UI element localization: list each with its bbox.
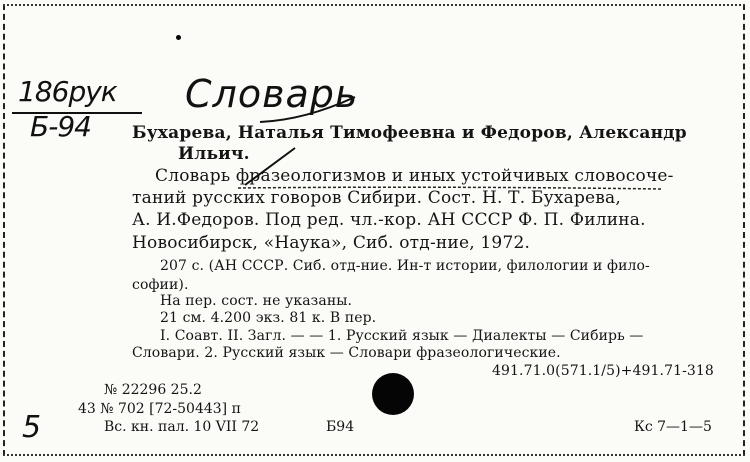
title-line-1: Словарь фразеологизмов и иных устойчивых словосоче- bbox=[155, 166, 674, 186]
title-line-3: А. И.Федоров. Под ред. чл.-кор. АН СССР Ф. П. Филина. bbox=[132, 210, 646, 230]
author-line-2: Ильич. bbox=[178, 144, 250, 164]
call-number-bottom: Б-94 bbox=[30, 110, 91, 143]
call-number-top: 186рук bbox=[18, 75, 117, 108]
record-number: № 22296 25.2 bbox=[104, 382, 202, 398]
pages-line-2: софии). bbox=[132, 277, 189, 293]
author-line: Бухарева, Наталья Тимофеевна и Федоров, Александр bbox=[132, 123, 687, 143]
card-code: Кс 7—1—5 bbox=[634, 419, 712, 435]
classification: 491.71.0(571.1/5)+491.71-318 bbox=[492, 363, 714, 379]
corner-number: 5 bbox=[22, 410, 42, 445]
subject-line-2: Словари. 2. Русский язык — Словари фразеологические. bbox=[132, 345, 561, 361]
pages-line-1: 207 с. (АН СССР. Сиб. отд-ние. Ин-т истории, филологии и фило- bbox=[160, 258, 650, 274]
ink-blot bbox=[372, 373, 414, 415]
ink-underline-title bbox=[236, 184, 666, 192]
order-line: 43 № 702 [72-50443] п bbox=[78, 401, 241, 417]
title-line-4: Новосибирск, «Наука», Сиб. отд-ние, 1972. bbox=[132, 233, 531, 253]
title-line-2: таний русских говоров Сибири. Сост. Н. Т. Бухарева, bbox=[132, 188, 621, 208]
date-line: Вс. кн. пал. 10 VII 72 bbox=[104, 419, 260, 435]
ink-speck bbox=[176, 35, 181, 40]
note-line-1: На пер. сост. не указаны. bbox=[160, 293, 353, 309]
subject-line-1: I. Соавт. II. Загл. — — 1. Русский язык — Диалекты — Сибирь — bbox=[160, 328, 644, 344]
ink-stroke-title bbox=[240, 140, 320, 190]
code: Б94 bbox=[326, 419, 355, 435]
note-line-2: 21 см. 4.200 экз. 81 к. В пер. bbox=[160, 310, 377, 326]
handwritten-title: Словарь bbox=[185, 72, 359, 116]
